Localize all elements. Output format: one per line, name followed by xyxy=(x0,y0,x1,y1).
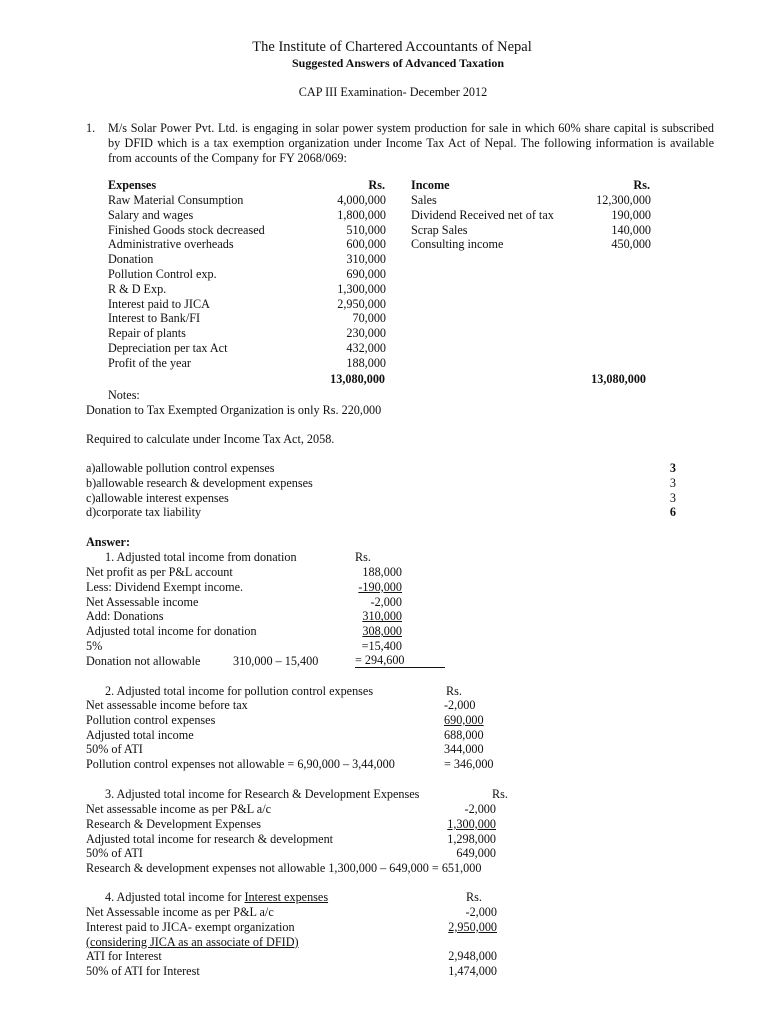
calc-amount: -2,000 xyxy=(444,698,476,712)
calc-label: Pollution control expenses xyxy=(86,712,216,727)
calc-label: 5% xyxy=(86,638,103,653)
section-1-final-calc: 310,000 – 15,400 xyxy=(233,654,319,668)
answer-heading: Answer: xyxy=(86,535,131,549)
section-1-final-label: Donation not allowable xyxy=(86,654,201,668)
notes-label: Notes: xyxy=(108,388,140,402)
income-label: Scrap Sales xyxy=(411,222,468,237)
calc-label: Adjusted total income xyxy=(86,727,194,742)
question-marks xyxy=(660,461,676,520)
section-1-amounts xyxy=(320,565,402,654)
calc-label: Net Assessable income xyxy=(86,594,199,609)
expense-amount: 310,000 xyxy=(346,252,386,267)
section-1-rs: Rs. xyxy=(355,550,371,564)
calc-label: Net assessable income as per P&L a/c xyxy=(86,802,272,816)
expense-label: Pollution Control exp. xyxy=(108,266,217,281)
expense-label: Depreciation per tax Act xyxy=(108,340,228,355)
section-2-rs: Rs. xyxy=(446,684,462,698)
expenses-header: Expenses xyxy=(108,178,157,192)
section-3-amounts xyxy=(420,802,496,861)
calc-amount: 690,000 xyxy=(444,712,484,727)
required-text: Required to calculate under Income Tax Act, 2058. xyxy=(86,432,335,446)
calc-label: ATI for Interest xyxy=(86,949,162,964)
expense-amount: 1,800,000 xyxy=(337,207,386,222)
part-label: d)corporate tax liability xyxy=(86,505,202,520)
part-label: c)allowable interest expenses xyxy=(86,490,229,505)
section-1-labels xyxy=(86,565,257,654)
note-text: Donation to Tax Exempted Organization is only Rs. 220,000 xyxy=(86,403,382,417)
income-total: 13,080,000 xyxy=(591,372,646,386)
calc-label: (considering JICA as an associate of DFID) xyxy=(86,934,299,949)
expense-amount: 1,300,000 xyxy=(337,281,386,296)
calc-amount: 688,000 xyxy=(444,727,484,742)
income-amounts xyxy=(560,193,651,252)
calc-amount: -190,000 xyxy=(358,579,402,594)
expense-amount: 188,000 xyxy=(346,355,386,370)
expense-amount: 2,950,000 xyxy=(337,296,386,311)
part-label: a)allowable pollution control expenses xyxy=(86,461,275,475)
income-amount: 190,000 xyxy=(611,207,651,222)
calc-amount: 310,000 xyxy=(362,609,402,624)
calc-label: 50% of ATI for Interest xyxy=(86,964,200,979)
institute-name: The Institute of Chartered Accountants of Nepal xyxy=(252,39,532,55)
calc-label: Net Assessable income as per P&L a/c xyxy=(86,905,274,919)
calc-amount: 2,950,000 xyxy=(448,919,497,934)
calc-amount: 344,000 xyxy=(444,742,484,757)
calc-amount: 1,474,000 xyxy=(448,964,497,979)
calc-amount: -2,000 xyxy=(465,905,497,919)
expense-amount: 690,000 xyxy=(346,266,386,281)
income-amount: 140,000 xyxy=(611,222,651,237)
section-4-title-prefix: 4. Adjusted total income for xyxy=(105,890,245,904)
expense-label: Administrative overheads xyxy=(108,237,234,252)
calc-label: Add: Donations xyxy=(86,609,164,624)
section-2-labels xyxy=(86,698,395,772)
income-label: Sales xyxy=(411,193,437,207)
part-marks: 6 xyxy=(669,505,676,520)
section-4-labels xyxy=(86,905,299,979)
part-marks: 3 xyxy=(669,490,676,505)
expense-label: Repair of plants xyxy=(108,326,186,341)
income-rs-header: Rs. xyxy=(633,178,650,192)
income-label: Consulting income xyxy=(411,237,504,252)
calc-amount: 1,298,000 xyxy=(447,831,496,846)
income-amount: 12,300,000 xyxy=(596,193,651,207)
calc-amount: -2,000 xyxy=(370,594,402,609)
calc-label: Less: Dividend Exempt income. xyxy=(86,579,244,594)
calc-label: 50% of ATI xyxy=(86,846,143,861)
expense-label: Profit of the year xyxy=(108,355,191,370)
expenses-total: 13,080,000 xyxy=(330,372,385,386)
part-marks: 3 xyxy=(669,461,676,475)
income-labels xyxy=(411,193,554,252)
expense-label: R & D Exp. xyxy=(108,281,167,296)
section-3-rs: Rs. xyxy=(492,787,508,801)
question-parts xyxy=(86,461,313,520)
question-number: 1. xyxy=(86,121,96,135)
income-amount: 450,000 xyxy=(611,237,651,252)
section-3-labels xyxy=(86,802,333,861)
section-1-title: 1. Adjusted total income from donation xyxy=(105,550,297,564)
expense-amount: 4,000,000 xyxy=(337,193,386,207)
part-marks: 3 xyxy=(669,475,676,490)
expense-label: Interest to Bank/FI xyxy=(108,311,201,326)
section-3-final: Research & development expenses not allowable 1,300,000 – 649,000 = 651,000 xyxy=(86,861,482,875)
income-label: Dividend Received net of tax xyxy=(411,207,554,222)
section-4-amounts xyxy=(420,905,497,979)
section-1-final-amount: = 294,600 xyxy=(355,654,445,668)
expense-label: Salary and wages xyxy=(108,207,194,222)
calc-label: Adjusted total income for research & development xyxy=(86,831,334,846)
expense-amount: 432,000 xyxy=(346,340,386,355)
expense-amount: 230,000 xyxy=(346,326,386,341)
calc-amount: =15,400 xyxy=(361,638,402,653)
calc-amount: -2,000 xyxy=(464,802,496,816)
calc-amount: 2,948,000 xyxy=(448,949,497,964)
expenses-labels xyxy=(108,193,265,371)
calc-amount: 649,000 xyxy=(456,846,496,861)
expense-label: Raw Material Consumption xyxy=(108,193,244,207)
calc-amount: = 346,000 xyxy=(444,757,494,772)
question-text: M/s Solar Power Pvt. Ltd. is engaging in solar power system production for sale in which 60% share capital is subscribed by DFID which is a tax exemption organization under Income Tax Act of Nepal. The following information is available from accounts of the Company for FY 2068/069: xyxy=(108,121,714,165)
expenses-amounts xyxy=(300,193,386,371)
calc-label: Adjusted total income for donation xyxy=(86,624,257,639)
expense-amount: 510,000 xyxy=(346,222,386,237)
section-2-title: 2. Adjusted total income for pollution control expenses xyxy=(105,684,374,698)
expense-label: Donation xyxy=(108,252,154,267)
section-4-title-underlined: Interest expenses xyxy=(244,890,329,904)
calc-label: Pollution control expenses not allowable = 6,90,000 – 3,44,000 xyxy=(86,757,395,772)
calc-label: Research & Development Expenses xyxy=(86,816,261,831)
calc-amount: 1,300,000 xyxy=(447,816,496,831)
section-3-title: 3. Adjusted total income for Research & Development Expenses xyxy=(105,787,420,801)
expense-amount: 600,000 xyxy=(346,237,386,252)
section-4-rs: Rs. xyxy=(466,890,482,904)
part-label: b)allowable research & development expenses xyxy=(86,475,313,490)
calc-label: 50% of ATI xyxy=(86,742,143,757)
income-header: Income xyxy=(411,178,450,192)
expense-label: Interest paid to JICA xyxy=(108,296,210,311)
calc-label: Net profit as per P&L account xyxy=(86,565,233,579)
expenses-rs-header: Rs. xyxy=(368,178,385,192)
section-4-title xyxy=(105,890,328,905)
calc-amount xyxy=(420,935,497,950)
expense-label: Finished Goods stock decreased xyxy=(108,222,265,237)
calc-amount: 188,000 xyxy=(362,565,402,579)
section-2-amounts xyxy=(444,698,494,772)
calc-label: Interest paid to JICA- exempt organization xyxy=(86,919,295,934)
calc-amount: 308,000 xyxy=(362,624,402,639)
document-subtitle: Suggested Answers of Advanced Taxation xyxy=(291,56,505,70)
calc-label: Net assessable income before tax xyxy=(86,698,248,712)
expense-amount: 70,000 xyxy=(352,311,386,326)
exam-title: CAP III Examination- December 2012 xyxy=(298,85,488,99)
